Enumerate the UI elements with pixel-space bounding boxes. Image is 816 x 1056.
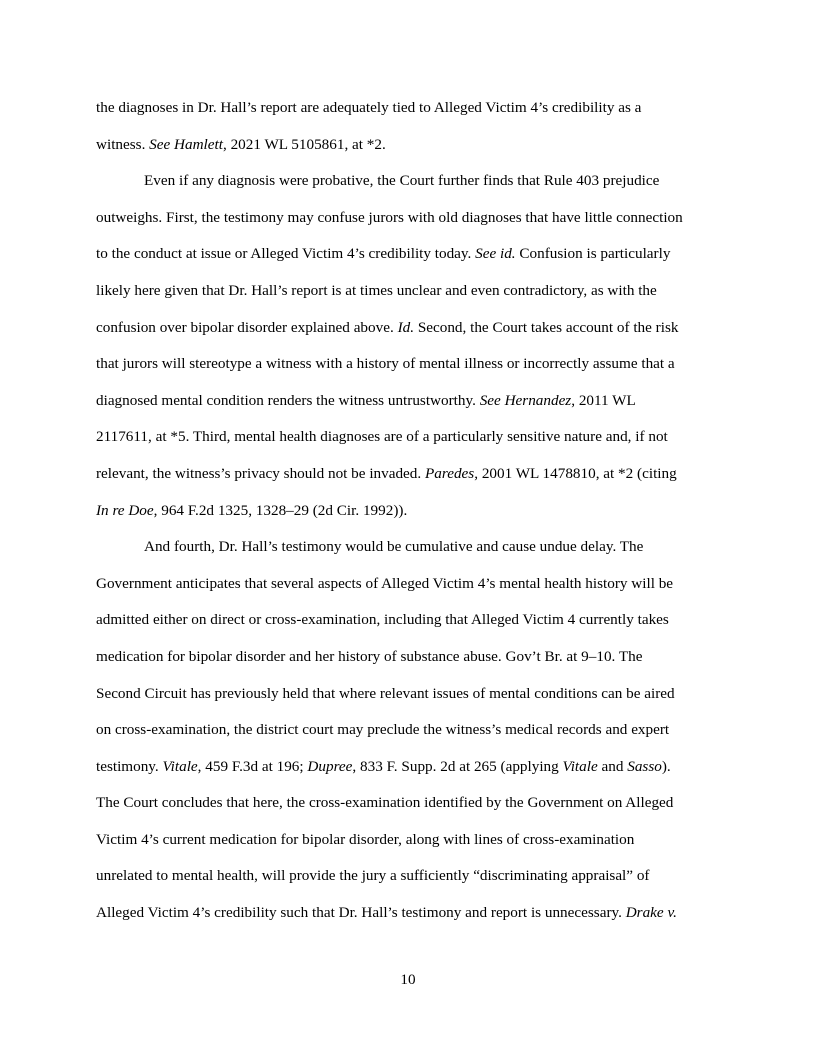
citation-text: In re Doe	[96, 501, 154, 519]
line-15	[96, 602, 720, 639]
line-17	[96, 676, 720, 713]
line-16	[96, 639, 720, 676]
text-run: , 2021 WL 5105861, at *2.	[222, 135, 386, 153]
text-run: Victim 4’s current medication for bipolar disorder, along with lines of cross-examination	[96, 830, 635, 848]
text-run: diagnosed mental condition renders the witness untrustworthy.	[96, 391, 480, 409]
citation-text: See Hernandez	[479, 391, 572, 409]
line-11	[96, 456, 720, 493]
text-run: , 459 F.3d at 196;	[197, 757, 308, 775]
line-1	[96, 90, 720, 127]
text-run: testimony.	[96, 757, 163, 775]
text-run: The Court concludes that here, the cross-examination identified by the Government on Alleged	[96, 794, 674, 812]
line-13	[96, 529, 720, 566]
citation-text: Dupree	[307, 757, 353, 775]
citation-text: Vitale	[162, 757, 198, 775]
text-run: and	[597, 757, 628, 775]
text-run: confusion over bipolar disorder explained above.	[96, 318, 398, 336]
line-5	[96, 236, 720, 273]
line-4	[96, 200, 720, 237]
citation-text: See Hamlett	[149, 135, 223, 153]
text-run: Alleged Victim 4’s credibility such that Dr. Hall’s testimony and report is unnecessary.	[96, 904, 626, 922]
text-run: Second, the Court takes account of the risk	[414, 318, 679, 336]
text-run: the diagnoses in Dr. Hall’s report are adequately tied to Alleged Victim 4’s credibility as a	[96, 99, 642, 116]
text-run: likely here given that Dr. Hall’s report is at times unclear and even contradictory, as with the	[96, 281, 657, 299]
line-9	[96, 383, 720, 420]
citation-text: See id.	[475, 245, 516, 263]
text-run: And fourth, Dr. Hall’s testimony would be cumulative and cause undue delay. The	[144, 538, 644, 556]
line-21	[96, 822, 720, 859]
text-run: witness.	[96, 135, 150, 153]
text-run: Confusion is particularly	[515, 245, 671, 263]
citation-text: Sasso	[627, 757, 662, 775]
text-run: , 2011 WL	[571, 391, 636, 409]
citation-text: Paredes	[425, 464, 475, 482]
text-run: to the conduct at issue or Alleged Victim 4’s credibility today.	[96, 245, 476, 263]
page-number: 10	[400, 971, 416, 988]
text-run: relevant, the witness’s privacy should not be invaded.	[96, 464, 425, 482]
citation-text: Id.	[397, 318, 415, 336]
line-20	[96, 785, 720, 822]
text-run: medication for bipolar disorder and her history of substance abuse. Gov’t Br. at 9–10. The	[96, 647, 643, 665]
text-run: admitted either on direct or cross-examination, including that Alleged Victim 4 currently takes	[96, 611, 669, 629]
text-run: Government anticipates that several aspects of Alleged Victim 4’s mental health history will be	[96, 574, 674, 592]
citation-text: Vitale	[562, 757, 598, 775]
line-19	[96, 749, 720, 786]
line-10	[96, 419, 720, 456]
body-text	[96, 90, 720, 932]
line-6	[96, 273, 720, 310]
text-run: that jurors will stereotype a witness with a history of mental illness or incorrectly assume that a	[96, 355, 675, 373]
citation-text: Drake v.	[625, 904, 677, 922]
line-2	[96, 127, 720, 164]
line-22	[96, 858, 720, 895]
line-8	[96, 346, 720, 383]
text-run: on cross-examination, the district court may preclude the witness’s medical records and expert	[96, 721, 670, 739]
line-23	[96, 895, 720, 932]
text-run: , 833 F. Supp. 2d at 265 (applying	[352, 757, 563, 775]
text-run: Second Circuit has previously held that where relevant issues of mental conditions can be aired	[96, 684, 675, 702]
text-run: Even if any diagnosis were probative, the Court further finds that Rule 403 prejudice	[144, 172, 660, 190]
text-run: ).	[661, 757, 671, 775]
text-run: unrelated to mental health, will provide the jury a sufficiently “discriminating appraisal” of	[96, 867, 650, 885]
text-run: outweighs. First, the testimony may confuse jurors with old diagnoses that have little connection	[96, 208, 683, 226]
line-12	[96, 493, 720, 530]
line-14	[96, 566, 720, 603]
text-run: 2117611, at *5. Third, mental health diagnoses are of a particularly sensitive nature and, if not	[96, 428, 668, 446]
line-18	[96, 712, 720, 749]
text-run: , 2001 WL 1478810, at *2 (citing	[474, 464, 677, 482]
line-7	[96, 310, 720, 347]
text-run: , 964 F.2d 1325, 1328–29 (2d Cir. 1992)).	[153, 501, 408, 519]
line-3	[96, 163, 720, 200]
